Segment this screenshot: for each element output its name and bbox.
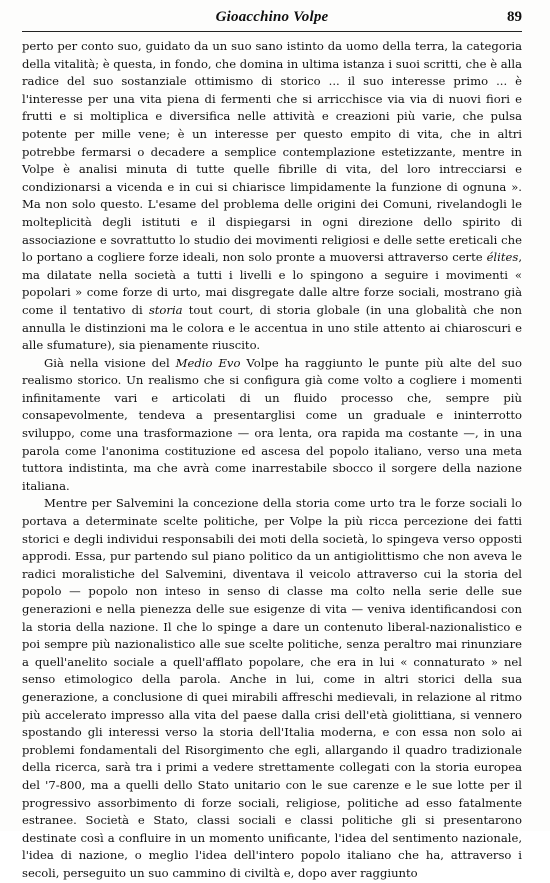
running-head: Gioacchino Volpe (215, 9, 329, 25)
text-run: perto per conto suo, guidato da un suo sano istinto da uomo della terra, la categoria della vitalità; è questa, in fondo, che domina in ultima istanza i suoi scritti, che è alla radice del suo sostanziale ottimismo di storico ... il suo interesse primo ... è l'interesse per una vita piena di fermenti che si arricchisce via via di nuovi fiori e frutti e si moltiplica e diversifica nelle attività e creazioni più varie, che pulsa potente per mille vene; è un interesse per questo empito di vita, che in altri potrebbe fermarsi o decadere a semplice contemplazione estetizzante, mentre in Volpe è analisi minuta di tutte quelle fibrille di vita, del loro intrecciarsi e condizionarsi a vicenda e in cui si chiarisce limpidamente la funzione di ognuna ». Ma non solo questo. L'esame del problema delle origini dei Comuni, rivelandogli le molteplicità degli istituti e il dispiegarsi in ogni direzione dello spirito di associazione e sovrattutto lo studio dei movimenti religiosi e delle sette ereticali che lo portano a cogliere forze ideali, non solo pronte a muoversi attraverso certe (22, 39, 522, 265)
text-run: , ma dilatate nella società a tutti i livelli e lo spingono a seguire i movimenti « popolari » come forze di urto, mai disgregate dalle altre forze sociali, mostrano già come il tentativo di (22, 250, 522, 317)
paragraph-1 (22, 38, 522, 355)
italic-term: storia (148, 302, 183, 317)
text-run: Volpe ha raggiunto le punte più alte del suo realismo storico. Un realismo che si configura già come volto a cogliere i momenti infinitamente vari e articolati di un fluido processo che, sempre più consapevolmente, tendeva a presentarglisi come un graduale e ininterrotto sviluppo, come una trasformazione — ora lenta, ora rapida ma costante —, in una parola come l'anonima costituzione ed ascesa del popolo italiano, verso una meta tuttora indistinta, ma che avrà come inarrestabile sbocco il sorgere della nazione italiana. (22, 355, 522, 493)
paragraph-3 (22, 495, 522, 882)
page-number: 89 (507, 9, 522, 25)
page-header (22, 8, 522, 30)
italic-term: élites (486, 250, 519, 265)
italic-title: Medio Evo (175, 355, 241, 370)
paragraph-2 (22, 355, 522, 496)
text-run: Già nella visione del (44, 355, 176, 370)
header-rule (22, 31, 522, 32)
text-run: Mentre per Salvemini la concezione della storia come urto tra le forze sociali lo portava a determinate scelte politiche, per Volpe la più ricca percezione dei fatti storici e degli individui responsabili dei moti della società, lo spingeva verso opposti approdi. Essa, pur partendo sul piano politico da un antigiolittismo che non aveva le radici moralistiche del Salvemini, diventava il veicolo attraverso cui la storia del popolo — popolo non inteso in senso di classe ma colto nella serie delle sue generazioni e nella pienezza delle sue esigenze di vita — veniva identificandosi con la storia della nazione. Il che lo spinge a dare un contenuto liberal-nazionalistico e poi sempre più nazionalistico alle sue scelte politiche, senza peraltro mai rinunziare a quell'anelito sociale a quell'afflato popolare, che era in lui « connaturato » nel senso etimologico della parola. Anche in lui, come in altri storici della sua generazione, a conclusione di quei mirabili affreschi medievali, in relazione al ritmo più accelerato impresso alla vita del paese dalla crisi dell'età giolittiana, si vennero spostando gli interessi verso la storia dell'Italia moderna, e con essa non solo ai problemi fondamentali del Risorgimento che egli, allargando il quadro tradizionale della ricerca, sarà tra i primi a vedere strettamente collegati con la storia europea del '7-800, ma a quelli dello Stato unitario con le sue carenze e le sue lotte per il progressivo assorbimento di forze sociali, religiose, politiche ad esso fatalmente estranee. Società e Stato, classi sociali e classi politiche gli si presentarono destinate così a confluire in un momento unificante, l'idea del sentimento nazionale, l'idea di nazione, o meglio l'idea dell'intero popolo italiano che ha, attraverso i secoli, perseguito un suo cammino di civiltà e, dopo aver raggiunto (22, 496, 522, 880)
text-run: tout court, di storia globale (in una globalità che non annulla le distinzioni ma le colora e le accentua in uno stile attento ai chiaroscuri e alle sfumature), sia pienamente riuscito. (22, 302, 523, 353)
body-text (22, 38, 522, 883)
